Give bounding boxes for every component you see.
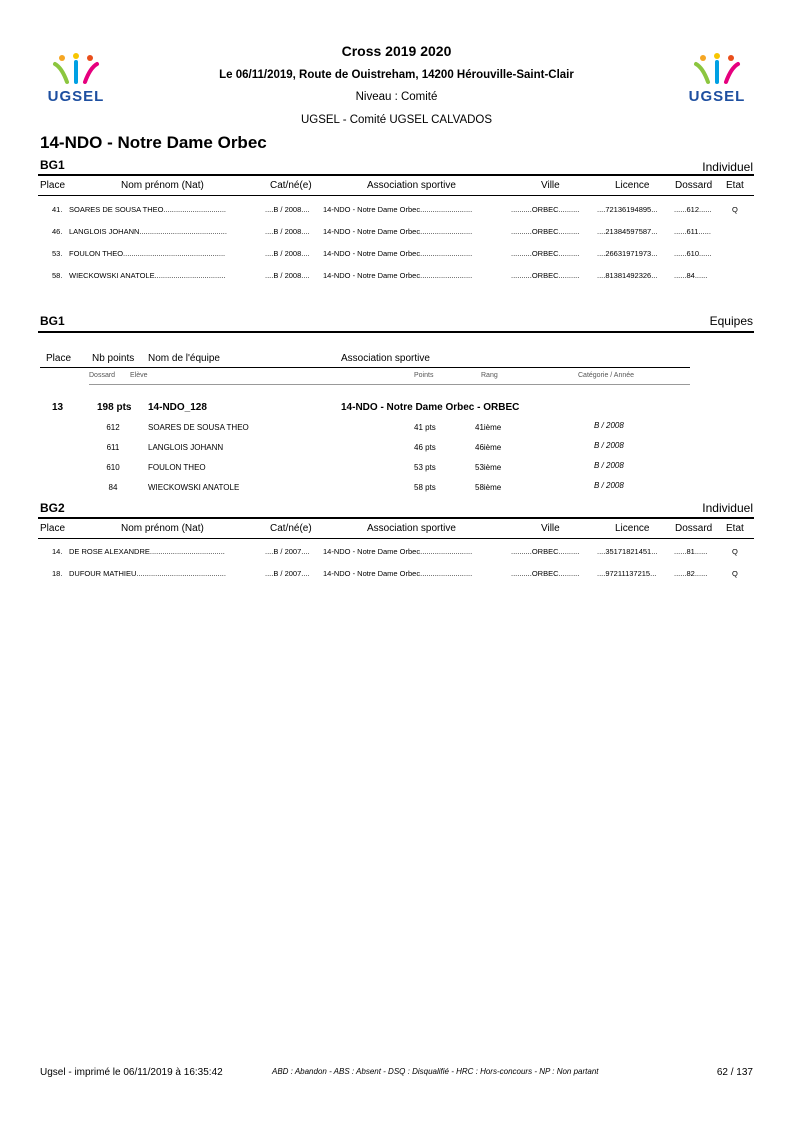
committee-label: UGSEL - Comité UGSEL CALVADOS [300,114,493,126]
member-points: 53 pts [414,463,436,472]
row-etat: Q [732,205,738,214]
section-label-individual: Individuel [702,160,753,174]
row-licence: ....72136194895... [597,205,658,214]
row-etat: Q [732,569,738,578]
member-points: 41 pts [414,423,436,432]
col-name: Nom prénom (Nat) [121,180,204,191]
row-assoc: 14-NDO - Notre Dame Orbec......................... [323,205,473,214]
logo-text: UGSEL [47,88,105,105]
row-cat: ....B / 2007.... [265,569,310,578]
logo-text: UGSEL [688,88,746,105]
divider [89,384,690,385]
sub-col-cat: Catégorie / Année [578,372,635,379]
team-place: 13 [52,402,64,413]
col-etat: Etat [726,180,744,191]
member-rank: 53ième [475,463,502,472]
divider [38,517,754,519]
row-name: DE ROSE ALEXANDRE.................................... [69,547,225,556]
row-etat: Q [732,547,738,556]
team-assoc: 14-NDO - Notre Dame Orbec - ORBEC [341,402,520,413]
row-assoc: 14-NDO - Notre Dame Orbec......................... [323,249,473,258]
row-place: 53. [52,249,63,258]
col-place: Place [40,523,66,534]
member-dossard: 612 [106,423,120,432]
row-cat: ....B / 2007.... [265,547,310,556]
col-dossard: Dossard [675,180,713,191]
sub-col-points: Points [414,372,434,379]
member-rank: 41ième [475,423,502,432]
member-name: LANGLOIS JOHANN [148,443,224,452]
row-city: ..........ORBEC.......... [511,547,580,556]
row-city: ..........ORBEC.......... [511,569,580,578]
row-city: ..........ORBEC.......... [511,227,580,236]
row-name: SOARES DE SOUSA THEO.............................. [69,205,226,214]
member-points: 58 pts [414,483,436,492]
row-licence: ....81381492326... [597,271,658,280]
row-name: FOULON THEO................................................. [69,249,226,258]
row-assoc: 14-NDO - Notre Dame Orbec......................... [323,227,473,236]
row-cat: ....B / 2008.... [265,249,310,258]
row-licence: ....21384597587... [597,227,658,236]
section-title-bg2: BG2 [40,501,65,515]
page-title: Cross 2019 2020 [341,43,452,59]
abbreviation-legend: ABD : Abandon - ABS : Absent - DSQ : Disqualifié - HRC : Hors-concours - NP : Non partant [272,1067,599,1076]
sub-col-rang: Rang [481,372,498,379]
col-cat: Cat/né(e) [270,523,312,534]
col-name: Nom prénom (Nat) [121,523,204,534]
member-name: WIECKOWSKI ANATOLE [148,483,240,492]
row-dossard: ......610...... [674,249,712,258]
row-licence: ....35171821451... [597,547,658,556]
team-name: 14-NDO_128 [148,402,207,413]
member-dossard: 84 [108,483,118,492]
print-timestamp: Ugsel - imprimé le 06/11/2019 à 16:35:42 [40,1067,223,1078]
row-city: ..........ORBEC.......... [511,205,580,214]
divider [40,367,690,368]
member-category: B / 2008 [594,421,624,430]
section-label-individual: Individuel [702,501,753,515]
row-cat: ....B / 2008.... [265,271,310,280]
row-place: 58. [52,271,63,280]
member-points: 46 pts [414,443,436,452]
divider [38,538,754,539]
sub-col-dossard: Dossard [89,372,116,379]
member-dossard: 610 [106,463,120,472]
member-category: B / 2008 [594,441,624,450]
member-category: B / 2008 [594,461,624,470]
row-licence: ....26631971973... [597,249,658,258]
row-licence: ....97211137215... [597,569,657,578]
row-assoc: 14-NDO - Notre Dame Orbec......................... [323,569,473,578]
section-title-bg1-teams: BG1 [40,314,65,328]
col-licence: Licence [615,180,650,191]
row-city: ..........ORBEC.......... [511,271,580,280]
row-cat: ....B / 2008.... [265,227,310,236]
member-rank: 58ième [475,483,502,492]
team-col-place: Place [46,353,72,364]
section-label-teams: Equipes [709,314,753,328]
col-dossard: Dossard [675,523,713,534]
club-title: 14-NDO - Notre Dame Orbec [40,133,267,152]
member-dossard: 611 [106,443,120,452]
member-rank: 46ième [475,443,502,452]
row-dossard: ......84...... [674,271,708,280]
row-city: ..........ORBEC.......... [511,249,580,258]
col-assoc: Association sportive [367,180,456,191]
col-etat: Etat [726,523,744,534]
row-assoc: 14-NDO - Notre Dame Orbec......................... [323,271,473,280]
team-col-assoc: Association sportive [341,353,430,364]
row-place: 46. [52,227,63,236]
row-assoc: 14-NDO - Notre Dame Orbec......................... [323,547,473,556]
row-place: 41. [52,205,63,214]
section-title-bg1: BG1 [40,158,65,172]
col-cat: Cat/né(e) [270,180,312,191]
row-dossard: ......82...... [674,569,708,578]
col-licence: Licence [615,523,650,534]
row-dossard: ......611...... [674,227,711,236]
row-place: 18. [52,569,63,578]
event-subtitle: Le 06/11/2019, Route de Ouistreham, 14200 Hérouville-Saint-Clair [219,69,574,81]
row-cat: ....B / 2008.... [265,205,310,214]
level-label: Niveau : Comité [355,91,438,103]
divider [38,174,754,176]
col-city: Ville [541,523,560,534]
team-points: 198 pts [97,402,132,413]
divider [38,331,754,333]
col-city: Ville [541,180,560,191]
col-assoc: Association sportive [367,523,456,534]
team-col-points: Nb points [92,353,135,364]
row-name: WIECKOWSKI ANATOLE.................................. [69,271,226,280]
row-name: DUFOUR MATHIEU........................................... [69,569,226,578]
member-category: B / 2008 [594,481,624,490]
sub-col-eleve: Elève [130,372,148,379]
col-place: Place [40,180,66,191]
row-dossard: ......81...... [674,547,708,556]
row-name: LANGLOIS JOHANN.......................................... [69,227,227,236]
member-name: SOARES DE SOUSA THEO [148,423,249,432]
divider [38,195,754,196]
team-col-name: Nom de l'équipe [148,353,220,364]
page-number: 62 / 137 [716,1067,753,1078]
member-name: FOULON THEO [148,463,206,472]
row-dossard: ......612...... [674,205,712,214]
row-place: 14. [52,547,63,556]
